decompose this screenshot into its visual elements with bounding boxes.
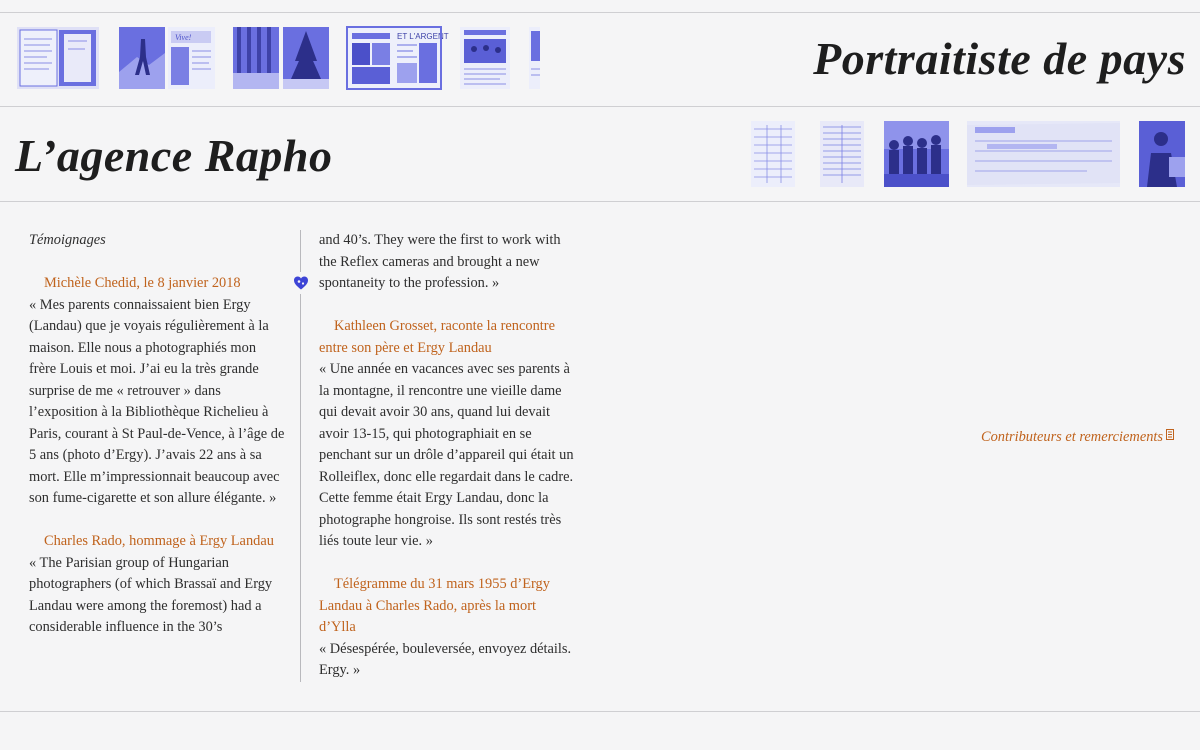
divider (0, 711, 1200, 712)
testimony-text: « Mes parents connaissaient bien Ergy (Landau) que je voyais régulièrement à la maison. Elle nous a photographiés mon frère Louis et moi. J’ai eu la très grande surprise de me « retrouver » dans l’exposition à la Bibliothèque Richelieu à Paris, courant à St Paul-de-Vence, à l’âge de 5 ans (photo d’Ergy). J’avais 22 ans à sa mort. Elle m’impressionnait beaucoup avec son fume-cigarette et son allure élégante. » (29, 296, 285, 506)
thumbnail-partial[interactable] (529, 27, 540, 89)
thumbnail-ledger[interactable] (751, 121, 795, 187)
testimony-heading: Télégramme du 31 mars 1955 d’Ergy Landau à Charles Rado, après la mort d’Ylla (319, 576, 550, 635)
heart-icon[interactable] (291, 272, 310, 294)
thumbnail-group-photo[interactable] (884, 121, 949, 187)
document-icon (1166, 429, 1174, 443)
contributors-link-label: Contributeurs et remerciements (981, 429, 1163, 445)
portrait-band[interactable] (0, 12, 1200, 107)
svg-text:Vive!: Vive! (175, 33, 192, 42)
thumbnail-magazine-argent[interactable] (347, 27, 449, 89)
agency-band[interactable] (0, 107, 1200, 202)
thumbnail-trees[interactable] (233, 27, 329, 89)
thumbnail-portrait[interactable] (1139, 121, 1185, 187)
testimony-heading: Michèle Chedid, le 8 janvier 2018 (44, 275, 241, 291)
portrait-title[interactable]: Portraitiste de pays (813, 33, 1186, 84)
testimony-text: and 40’s. They were the first to work with the Reflex cameras and brought a new spontaneity to the profession. » (319, 232, 561, 291)
thumbnail-telegram[interactable] (967, 121, 1120, 187)
testimony-text: « Désespérée, bouleversée, envoyez détails. Ergy. » (319, 640, 572, 678)
column-divider (300, 230, 301, 682)
thumbnail-skier-magazine[interactable] (119, 27, 215, 89)
testimony-text: « Une année en vacances avec ses parents à la montagne, il rencontre une vieille dame qui devait avoir 30 ans, quand lui devait avoir 13-15, qui photographiait en se penchant sur un drôle d’appareil qui était un Rolleiflex, donc elle regardait dans le cadre. Cette femme était Ergy Landau, donc la photographe hongroise. Ils sont restés très liés toute leur vie. » (319, 361, 574, 549)
thumbnail-notebook[interactable] (17, 27, 99, 89)
testimony-text: « The Parisian group of Hungarian photographers (of which Brassaï and Ergy Landau were among the foremost) had a considerable influence in the 30’s (29, 554, 273, 635)
testimonies-column-2 (319, 230, 575, 703)
svg-text:ET L'ARGENT: ET L'ARGENT (397, 32, 449, 41)
contributors-link[interactable] (981, 429, 1174, 446)
testimonies-column-1 (29, 230, 285, 660)
thumbnail-register[interactable] (820, 121, 864, 187)
section-label: Témoignages (29, 232, 106, 248)
testimony-heading: Kathleen Grosset, raconte la rencontre entre son père et Ergy Landau (319, 318, 555, 356)
thumbnail-newspaper[interactable] (460, 27, 510, 89)
testimony-heading: Charles Rado, hommage à Ergy Landau (44, 533, 274, 549)
agency-title[interactable]: L’agence Rapho (15, 130, 333, 181)
